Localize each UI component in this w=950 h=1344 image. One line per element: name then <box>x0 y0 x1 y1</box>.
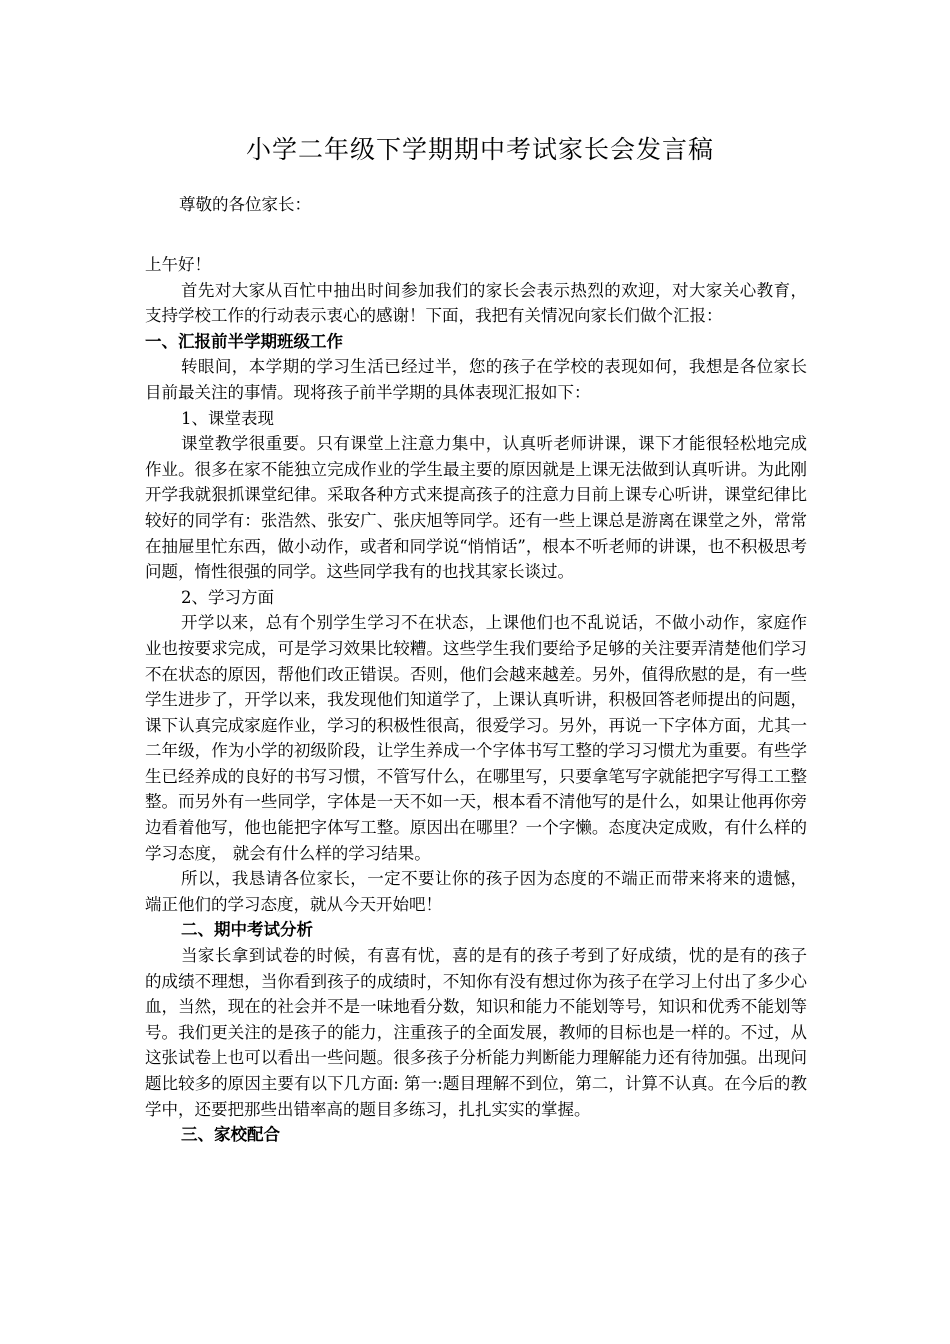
salutation: 尊敬的各位家长： <box>179 195 311 214</box>
subsection1-paragraph: 课堂教学很重要。只有课堂上注意力集中，认真听老师讲课，课下才能很轻松地完成作业。很多在家不能独立完成作业的学生最主要的原因就是上课无法做到认真听讲。为此刚开学我就狠抓课堂纪律。采取各种方式来提高孩子的注意力目前上课专心听讲，课堂纪律比较好的同学有：张浩然、张安广、张庆旭等同学。还有一些上课总是游离在课堂之外，常常在抽屉里忙东西，做小动作，或者和同学说“悄悄话”，根本不听老师的讲课，也不积极思考问题，惰性很强的同学。这些同学我有的也找其家长谈过。 <box>145 434 807 582</box>
subsection2-paragraph: 开学以来，总有个别学生学习不在状态，上课他们也不乱说话，不做小动作，家庭作业也按要求完成，可是学习效果比较糟。这些学生我们要给予足够的关注要弄清楚他们学习不在状态的原因，帮他们改正错误。否则，他们会越来越差。另外，值得欣慰的是，有一些学生进步了，开学以来，我发现他们知道学了，上课认真听讲，积极回答老师提出的问题，课下认真完成家庭作业，学习的积极性很高，很爱学习。另外，再说一下字体方面，尤其一二年级，作为小学的初级阶段，让学生养成一个字体书写工整的学习习惯尤为重要。有些学生已经养成的良好的书写习惯，不管写什么，在哪里写，只要拿笔写字就能把字写得工工整整。而另外有一些同学，字体是一天不如一天，根本看不清他写的是什么，如果让他再你旁边看着他写，他也能把字体写工整。原因出在哪里？一个字懒。态度决定成败，有什么样的学习态度， 就会有什么样的学习结果。 <box>145 613 807 863</box>
section3-heading: 三、家校配合 <box>181 1125 280 1145</box>
document-page <box>145 130 807 1148</box>
greeting: 上午好！ <box>145 255 211 274</box>
section1-closing: 所以，我恳请各位家长，一定不要让你的孩子因为态度的不端正而带来将来的遗憾，端正他们的学习态度，就从今天开始吧！ <box>145 869 807 914</box>
section1-intro: 转眼间，本学期的学习生活已经过半，您的孩子在学校的表现如何，我想是各位家长目前最关注的事情。现将孩子前半学期的具体表现汇报如下： <box>145 357 807 402</box>
document-title: 小学二年级下学期期中考试家长会发言稿 <box>245 135 714 164</box>
section2-paragraph: 当家长拿到试卷的时候，有喜有忧，喜的是有的孩子考到了好成绩，忧的是有的孩子的成绩不理想，当你看到孩子的成绩时，不知你有没有想过你为孩子在学习上付出了多少心血，当然，现在的社会并不是一味地看分数，知识和能力不能划等号，知识和优秀不能划等号。我们更关注的是孩子的能力，注重孩子的全面发展，教师的目标也是一样的。不过，从这张试卷上也可以看出一些问题。很多孩子分析能力判断能力理解能力还有待加强。出现问题比较多的原因主要有以下几方面: 第一:题目理解不到位，第二，计算不认真。在今后的教学中，还要把那些出错率高的题目多练习，扎扎实实的掌握。 <box>145 946 807 1119</box>
section1-heading: 一、汇报前半学期班级工作 <box>145 331 343 351</box>
subsection2-heading: 2、学习方面 <box>181 587 274 607</box>
section2-heading: 二、期中考试分析 <box>181 920 313 940</box>
subsection1-heading: 1、课堂表现 <box>181 408 274 428</box>
intro-paragraph: 首先对大家从百忙中抽出时间参加我们的家长会表示热烈的欢迎，对大家关心教育，支持学校工作的行动表示衷心的感谢！下面，我把有关情况向家长们做个汇报： <box>145 280 807 326</box>
